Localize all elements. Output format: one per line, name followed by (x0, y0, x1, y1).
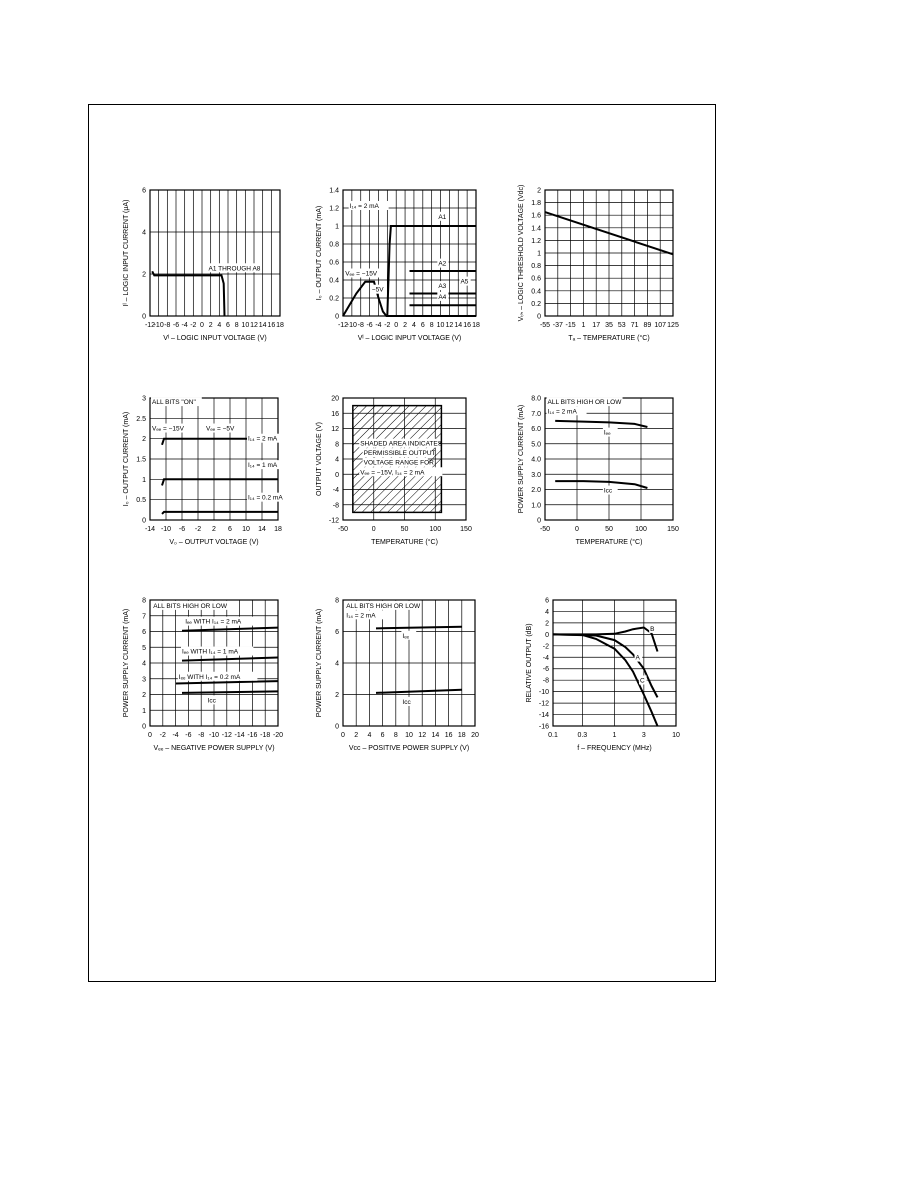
x-tick-label: 17 (592, 322, 601, 329)
y-tick-label: 3 (142, 676, 146, 684)
chart-3 (518, 185, 679, 342)
x-tick-label: -10 (160, 526, 172, 533)
y-tick-label: 0.8 (531, 263, 541, 271)
y-tick-label: -4 (542, 654, 549, 662)
y-tick-label: 0.2 (329, 295, 339, 303)
y-tick-label: 2 (142, 436, 146, 444)
y-tick-label: -12 (328, 517, 339, 525)
x-tick-label: 4 (367, 732, 372, 739)
series-line-2 (162, 479, 278, 485)
x-tick-label: -6 (366, 322, 373, 329)
y-axis-label: OUTPUT VOLTAGE (V) (316, 422, 323, 496)
x-tick-label: 10 (436, 322, 445, 329)
x-tick-label: 0 (341, 732, 345, 739)
annotation-label: I₁₄ = 1 mA (248, 462, 278, 470)
x-tick-label: -6 (172, 322, 180, 329)
y-tick-label: 0.6 (531, 275, 541, 283)
plot-frame (150, 190, 280, 316)
y-tick-label: 7 (142, 613, 146, 621)
x-tick-label: 50 (605, 526, 613, 533)
y-tick-label: 0.8 (329, 241, 339, 249)
x-tick-label: 0 (575, 526, 579, 533)
annotation-label: Iᴄᴄ (402, 698, 411, 706)
y-tick-label: 7.0 (531, 410, 541, 418)
x-tick-label: 0 (394, 322, 399, 329)
series-line-4 (182, 691, 278, 693)
y-tick-label: 0 (537, 313, 541, 321)
annotation-label: Vₑₑ = −15V (152, 425, 184, 433)
annotation-label: A (635, 654, 640, 662)
x-tick-label: 14 (431, 732, 440, 739)
x-tick-label: 14 (258, 322, 267, 329)
annotation-label: SHADED AREA INDICATES (360, 440, 443, 448)
x-tick-label: 89 (643, 322, 652, 329)
y-tick-label: -6 (542, 666, 549, 674)
series-line-1 (553, 625, 658, 652)
y-tick-label: 2 (142, 692, 146, 699)
y-tick-label: -12 (538, 700, 549, 708)
y-tick-label: 0 (545, 631, 549, 639)
y-tick-label: 0.4 (329, 277, 339, 285)
annotation-label: A3 (438, 283, 447, 291)
x-tick-label: 4 (217, 322, 222, 329)
x-tick-label: -8 (164, 322, 171, 329)
chart-9 (526, 598, 680, 753)
y-tick-label: 1.0 (531, 502, 541, 510)
x-tick-label: 0 (148, 732, 152, 739)
x-tick-label: -6 (185, 732, 192, 739)
y-tick-label: 0 (537, 517, 541, 525)
annotation-label: Iₑₑ (603, 429, 611, 437)
y-tick-label: 0.5 (136, 497, 146, 505)
y-tick-label: 3.0 (531, 471, 541, 479)
y-axis-label: I₀ – OUTPUT CURRENT (mA) (123, 411, 130, 507)
y-axis-label: POWER SUPPLY CURRENT (mA) (316, 608, 323, 718)
annotation-label: ALL BITS HIGH OR LOW (547, 399, 622, 407)
chart-2 (316, 188, 480, 343)
x-tick-label: 100 (429, 526, 442, 533)
annotation-label: A5 (460, 278, 469, 286)
chart-5 (316, 396, 472, 547)
x-tick-label: -2 (159, 732, 166, 739)
annotation-label: Iᴄᴄ (207, 697, 216, 705)
x-tick-label: 0 (200, 322, 204, 329)
annotation-label: VOLTAGE RANGE FOR (363, 459, 434, 467)
series-line-2 (182, 658, 278, 661)
x-axis-label: Tₐ – TEMPERATURE (°C) (568, 335, 650, 342)
x-tick-label: 150 (460, 526, 472, 533)
y-tick-label: 1 (142, 476, 146, 484)
y-tick-label: 6 (335, 629, 339, 636)
y-tick-label: 0 (335, 313, 339, 321)
y-axis-label: POWER SUPPLY CURRENT (mA) (518, 404, 525, 514)
x-tick-label: 125 (667, 322, 679, 329)
y-tick-label: 2 (545, 620, 549, 628)
annotation-label: Iₑₑ WITH I₁₄ = 0.2 mA (178, 673, 241, 681)
y-tick-label: 2 (537, 187, 541, 195)
y-tick-label: 4 (142, 660, 146, 668)
x-tick-label: -8 (198, 732, 205, 739)
annotation-label: A1 THROUGH A8 (208, 265, 261, 273)
x-tick-label: -4 (181, 322, 188, 329)
annotation-label: C (640, 677, 645, 685)
x-axis-label: Vₑₑ – NEGATIVE POWER SUPPLY (V) (153, 745, 275, 752)
y-tick-label: 1.8 (531, 200, 541, 208)
x-tick-label: 8 (429, 322, 434, 329)
x-axis-label: V₀ – OUTPUT VOLTAGE (V) (169, 539, 259, 546)
y-tick-label: 1.2 (531, 237, 541, 245)
series-line-1 (152, 271, 224, 316)
annotation-label: Iₑₑ (402, 632, 410, 640)
chart-1 (123, 188, 284, 343)
x-tick-label: 18 (457, 732, 466, 739)
x-tick-label: -15 (565, 322, 576, 329)
x-tick-label: 6 (420, 322, 425, 329)
x-tick-label: 2 (212, 526, 216, 533)
x-tick-label: -50 (539, 526, 551, 533)
y-tick-label: -4 (332, 487, 339, 494)
annotation-label: Vₑₑ = −15V (345, 270, 378, 278)
annotation-label: Vₑₑ = −15V, I₁₄ = 2 mA (360, 469, 425, 477)
annotation-label: A1 (438, 213, 447, 221)
x-tick-label: 71 (630, 322, 639, 329)
x-tick-label: 4 (411, 322, 416, 329)
x-tick-label: 6 (226, 322, 230, 329)
annotation-label: ALL BITS "ON" (152, 399, 196, 407)
series-line-1 (555, 421, 647, 427)
x-tick-label: -18 (260, 732, 271, 739)
x-tick-label: -6 (178, 526, 186, 533)
y-axis-label: POWER SUPPLY CURRENT (mA) (123, 608, 130, 718)
x-axis-label: Vᴵ – LOGIC INPUT VOLTAGE (V) (357, 335, 462, 342)
x-tick-label: -4 (375, 322, 382, 329)
y-tick-label: 6 (142, 629, 146, 636)
y-tick-label: 1.5 (136, 456, 146, 464)
series-line-1 (343, 282, 476, 316)
y-tick-label: 1 (537, 250, 541, 258)
x-tick-label: 2 (208, 322, 213, 329)
y-tick-label: 16 (331, 410, 339, 418)
x-tick-label: 10 (241, 322, 250, 329)
y-tick-label: 12 (331, 426, 339, 433)
y-tick-label: 4 (545, 608, 549, 616)
y-axis-label: Vₜₕ – LOGIC THRESHOLD VOLTAGE (Vdc) (518, 184, 525, 322)
x-tick-label: 0.3 (577, 732, 588, 739)
x-tick-label: 8 (393, 732, 398, 739)
y-tick-label: 0.2 (531, 300, 541, 308)
x-tick-label: -2 (384, 322, 391, 329)
x-tick-label: -12 (221, 732, 232, 739)
x-axis-label: TEMPERATURE (°C) (371, 539, 438, 546)
series-line-3 (162, 512, 278, 514)
y-tick-label: 1.4 (329, 187, 339, 195)
annotation-label: Iₑₑ WITH I₁₄ = 2 mA (185, 618, 242, 626)
x-tick-label: 2 (403, 322, 408, 329)
y-tick-label: 0.4 (531, 288, 541, 296)
x-tick-label: 18 (274, 526, 282, 533)
x-tick-label: -16 (247, 732, 258, 739)
series-line-2 (555, 481, 647, 488)
x-tick-label: 100 (635, 526, 647, 533)
x-tick-label: 10 (242, 526, 250, 533)
y-tick-label: 4 (335, 660, 339, 668)
annotation-label: I₁₄ = 0.2 mA (248, 494, 283, 502)
y-tick-label: 0.6 (329, 259, 339, 267)
y-tick-label: 1.6 (531, 212, 541, 220)
annotation-label: I₁₄ = 2 mA (547, 408, 577, 416)
x-tick-label: 1 (581, 322, 586, 329)
annotation-label: Iᴄᴄ (603, 487, 613, 495)
x-tick-label: 0.1 (548, 732, 558, 739)
x-tick-label: 10 (405, 732, 413, 739)
x-tick-label: 10 (672, 732, 680, 739)
x-tick-label: 0 (371, 526, 376, 533)
y-tick-label: 8 (335, 597, 339, 605)
y-tick-label: 2.0 (531, 487, 541, 494)
x-tick-label: 53 (617, 322, 626, 329)
x-tick-label: 16 (267, 322, 276, 329)
series-line-1 (182, 628, 278, 631)
y-tick-label: 2.5 (136, 415, 146, 423)
annotation-label: A4 (438, 293, 447, 301)
y-tick-label: 8 (335, 441, 339, 449)
x-tick-label: -4 (172, 732, 179, 739)
chart-8 (316, 598, 479, 753)
x-axis-label: TEMPERATURE (°C) (575, 539, 643, 546)
annotation-label: I₁₄ = 2 mA (349, 203, 379, 210)
y-tick-label: 1 (335, 223, 339, 231)
y-axis-label: Iᴵ – LOGIC INPUT CURRENT (μA) (123, 199, 130, 307)
y-axis-label: RELATIVE OUTPUT (dB) (526, 623, 533, 703)
x-tick-label: 2 (354, 732, 359, 739)
y-tick-label: 1.2 (329, 205, 339, 213)
y-tick-label: 5.0 (531, 441, 541, 449)
y-tick-label: 0 (335, 723, 339, 731)
y-tick-label: 8 (142, 597, 146, 605)
x-tick-label: -37 (552, 322, 563, 329)
y-tick-label: 0 (142, 313, 146, 321)
x-tick-label: -14 (234, 732, 245, 739)
x-tick-label: -2 (194, 526, 202, 533)
y-tick-label: 0 (142, 723, 146, 731)
y-tick-label: 4.0 (531, 456, 541, 464)
x-tick-label: 16 (463, 322, 472, 329)
y-tick-label: 0 (142, 517, 146, 525)
x-tick-label: 18 (472, 322, 480, 329)
annotation-label: I₁₄ = 2 mA (248, 435, 278, 443)
y-tick-label: 1.4 (531, 225, 541, 233)
y-tick-label: -10 (538, 689, 549, 697)
x-axis-label: Vᴄᴄ – POSITIVE POWER SUPPLY (V) (348, 745, 470, 752)
x-tick-label: 8 (234, 322, 239, 329)
x-tick-label: 12 (250, 322, 258, 329)
x-tick-label: 3 (641, 732, 646, 739)
chart-6 (518, 396, 679, 547)
x-tick-label: -12 (144, 322, 156, 329)
x-tick-label: 14 (454, 322, 463, 329)
x-tick-label: 16 (444, 732, 453, 739)
x-tick-label: -12 (337, 322, 349, 329)
series-line-3 (176, 681, 278, 683)
y-tick-label: 2 (142, 271, 146, 279)
x-tick-label: -14 (144, 526, 156, 533)
x-tick-label: 18 (276, 322, 284, 329)
x-tick-label: -55 (539, 322, 551, 329)
x-tick-label: 14 (258, 526, 266, 533)
y-tick-label: 0 (335, 471, 339, 479)
y-tick-label: 2 (335, 692, 339, 699)
y-tick-label: -8 (542, 677, 549, 685)
annotation-label: −5V (371, 286, 384, 294)
y-tick-label: 8.0 (531, 395, 541, 403)
y-tick-label: 20 (331, 395, 339, 403)
annotation-label: A2 (438, 260, 447, 268)
x-tick-label: -20 (272, 732, 284, 739)
y-tick-label: -2 (542, 643, 549, 651)
x-tick-label: -10 (153, 322, 164, 329)
x-tick-label: 35 (605, 322, 613, 329)
y-tick-label: 6.0 (531, 426, 541, 433)
y-tick-label: -8 (332, 502, 339, 510)
y-tick-label: -14 (538, 712, 549, 720)
chart-4 (123, 396, 294, 547)
x-tick-label: 12 (418, 732, 427, 739)
annotation-label: ALL BITS HIGH OR LOW (346, 602, 421, 610)
y-tick-label: 6 (545, 597, 549, 605)
annotation-label: ALL BITS HIGH OR LOW (153, 602, 228, 610)
annotation-label: PERMISSIBLE OUTPUT (363, 450, 436, 458)
x-tick-label: -2 (190, 322, 197, 329)
x-tick-label: 107 (654, 322, 667, 329)
y-axis-label: I₀ – OUTPUT CURRENT (mA) (316, 205, 323, 301)
annotation-label: I₁₄ = 2 mA (346, 612, 376, 620)
y-tick-label: 4 (142, 229, 146, 237)
y-tick-label: -16 (538, 723, 549, 731)
x-axis-label: Vᴵ – LOGIC INPUT VOLTAGE (V) (163, 335, 267, 342)
x-tick-label: -10 (208, 732, 220, 739)
x-tick-label: 150 (667, 526, 679, 533)
y-tick-label: 3 (142, 395, 146, 403)
x-tick-label: -8 (357, 322, 364, 329)
y-tick-label: 5 (142, 644, 146, 652)
x-tick-label: -10 (346, 322, 357, 329)
y-tick-label: 6 (142, 187, 146, 195)
x-tick-label: -50 (337, 526, 349, 533)
chart-7 (123, 598, 283, 753)
x-tick-label: 50 (400, 526, 409, 533)
x-tick-label: 6 (228, 526, 232, 533)
y-tick-label: 1 (142, 707, 146, 715)
annotation-label: Iₑₑ WITH I₁₄ = 1 mA (182, 648, 239, 656)
x-tick-label: 12 (445, 322, 454, 329)
annotation-label: B (650, 625, 655, 633)
y-tick-label: 4 (335, 456, 339, 464)
x-tick-label: 1 (612, 732, 617, 739)
x-axis-label: f – FREQUENCY (MHz) (577, 745, 652, 752)
x-tick-label: 20 (471, 732, 479, 739)
annotation-label: Vₑₑ = −5V (206, 425, 235, 433)
x-tick-label: 6 (380, 732, 385, 739)
